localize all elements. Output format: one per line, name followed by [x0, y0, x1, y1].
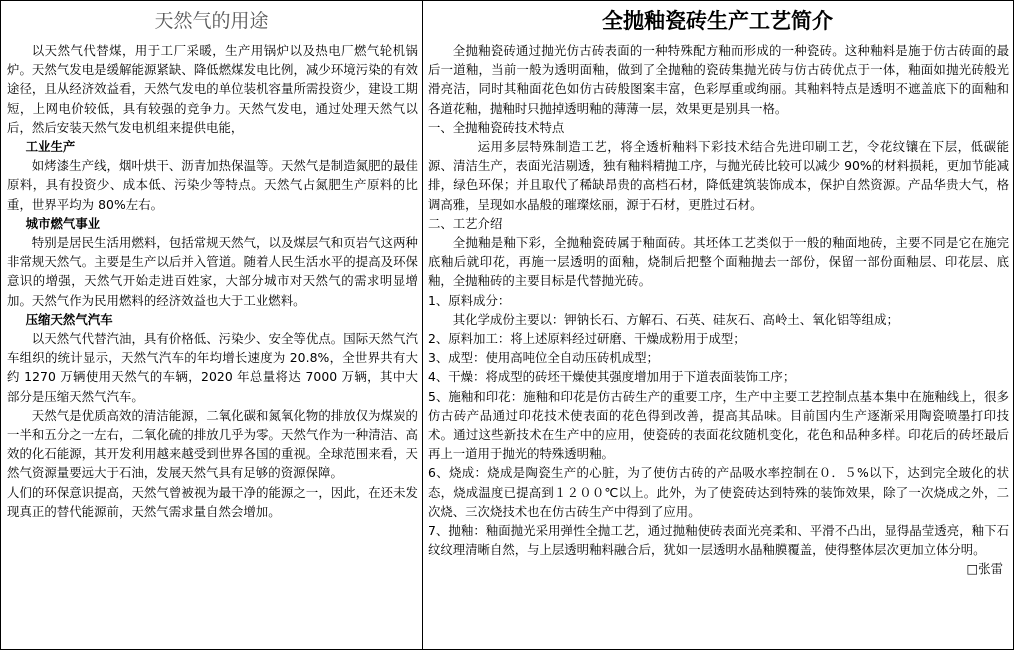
industrial-heading: 工业生产: [25, 139, 76, 155]
left-column: [1, 1, 423, 649]
right-intro: 全抛釉瓷砖通过抛光仿古砖表面的一种特殊配方釉而形成的一种瓷砖。这种釉料是施于仿古砖面的最后一道釉，当前一般为透明面釉，做到了全抛釉的瓷砖集抛光砖与仿古砖优点于一体，釉面如抛光砖般光滑亮洁，同时其釉面花色如仿古砖般图案丰富，色彩厚重或绚丽。其釉料特点是透明不遮盖底下的面釉和各道花釉，抛釉时只抛掉透明釉的薄薄一层，效果更是别具一格。: [428, 43, 1009, 116]
car-text: 以天然气代替汽油，具有价格低、污染少、安全等优点。国际天然气汽车组织的统计显示，天然气汽车的年均增长速度为 20.8%，全世界共有大约 1270 万辆使用天然气的车辆，2020 年总量将达 7000 万辆，其中大部分是压缩天然气汽车。: [7, 331, 418, 404]
left-intro: 以天然气代替煤，用于工厂采暖，生产用锅炉以及热电厂燃气轮机锅炉。天然气发电是缓解能源紧缺、降低燃煤发电比例，减少环境污染的有效途径，且从经济效益看，天然气发电的单位装机容量所需投资少，建设工期短，上网电价较低，具有较强的竞争力。天然气发电，通过处理天然气以后，然后安装天然气发电机组来提供电能，: [7, 43, 418, 135]
step1-heading: 1、原料成分：: [428, 292, 511, 308]
step5-text: 5、施釉和印花：施釉和印花是仿古砖生产的重要工序，生产中主要工艺控制点基本集中在施釉线上，很多仿古砖产品通过印花技术使表面的花色得到改善，提高其品味。目前国内生产逐渐采用陶瓷喷墨打印技术。通过这些新技术在生产中的应用，使瓷砖的表面花纹随机变化，花色和品种多样。印花后的砖坯最后再上一道用于抛光的特殊透明釉。: [428, 388, 1009, 462]
left-body: [1, 41, 422, 521]
section2-text: 全抛釉是釉下彩，全抛釉瓷砖属于釉面砖。其坯体工艺类似于一般的釉面地砖，主要不同是它在施完底釉后就印花，再施一层透明的面釉，烧制后把整个面釉抛去一部份，保留一部份面釉层、印花层、底釉，全抛釉砖的主要目标是代替抛光砖。: [428, 235, 1009, 289]
closing-text: 人们的环保意识提高，天然气曾被视为最干净的能源之一，因此，在还未发现真正的替代能源前，天然气需求量自然会增加。: [7, 484, 418, 519]
city-text: 特别是居民生活用燃料，包括常规天然气，以及煤层气和页岩气这两种非常规天然气。主要是生产以后并入管道。随着人民生活水平的提高及环保意识的增强，天然气开始走进百姓家，大部分城市对天然气的需求明显增加。天然气作为民用燃料的经济效益也大于工业燃料。: [7, 235, 418, 308]
right-title: 全抛釉瓷砖生产工艺简介: [602, 8, 833, 33]
step7-text: 7、抛釉：釉面抛光采用弹性全抛工艺，通过抛釉使砖表面光亮柔和、平滑不凸出，显得晶莹透亮，釉下石纹纹理清晰自然，与上层透明釉料融合后，犹如一层透明水晶釉膜覆盖，使得整体层次更加立体分明。: [428, 523, 1009, 558]
car-heading: 压缩天然气汽车: [25, 311, 113, 327]
step6-text: 6、烧成：烧成是陶瓷生产的心脏，为了使仿古砖的产品吸水率控制在０．５%以下，达到完全玻化的状态，烧成温度已提高到１２００℃以上。此外，为了使瓷砖达到特殊的装饰效果，除了一次烧成之外，二次烧、三次烧技术也在仿古砖生产中得到了应用。: [428, 465, 1009, 519]
right-column: [422, 1, 1013, 649]
step3-text: 3、成型：使用高吨位全自动压砖机成型；: [428, 350, 659, 366]
right-body: [422, 41, 1013, 579]
left-title: 天然气的用途: [154, 10, 269, 32]
clean-energy-text: 天然气是优质高效的清洁能源，二氧化碳和氮氧化物的排放仅为煤炭的一半和五分之一左右，二氧化硫的排放几乎为零。天然气作为一种清洁、高效的化石能源，其开发利用越来越受到世界各国的重视。全球范围来看，天然气资源量要远大于石油，发展天然气具有足够的资源保障。: [7, 407, 418, 481]
signature: □张雷: [966, 561, 1003, 577]
section1-heading: 一、全抛釉瓷砖技术特点: [428, 119, 565, 135]
step4-text: 4、干燥：将成型的砖坯干燥使其强度增加用于下道表面装饰工序；: [428, 369, 796, 385]
step1-text: 其化学成份主要以：钾钠长石、方解石、石英、硅灰石、高岭土、氧化铝等组成；: [452, 311, 899, 327]
section2-heading: 二、工艺介绍: [428, 215, 503, 231]
industrial-text: 如烤漆生产线，烟叶烘干、沥青加热保温等。天然气是制造氮肥的最佳原料，具有投资少、成本低、污染少等特点。天然气占氮肥生产原料的比重，世界平均为 80%左右。: [7, 158, 418, 212]
section1-text: 运用多层特殊制造工艺，将全透析釉料下彩技术结合先进印刷工艺，令花纹镶在下层，低碳能源、清洁生产，表面光洁剔透，独有釉料精抛工序，与抛光砖比较可以减少 90%的材料损耗，更加节能减排，绿色环保；并且取代了稀缺昂贵的高档石材，降低建筑装饰成本，保护自然资源。产品华贵大气，格调高雅，呈现如水晶般的璀璨炫丽，源于石材，更胜过石材。: [428, 139, 1009, 212]
step2-text: 2、原料加工：将上述原料经过研磨、干燥成粉用于成型；: [428, 331, 746, 347]
city-heading: 城市燃气事业: [25, 215, 101, 231]
